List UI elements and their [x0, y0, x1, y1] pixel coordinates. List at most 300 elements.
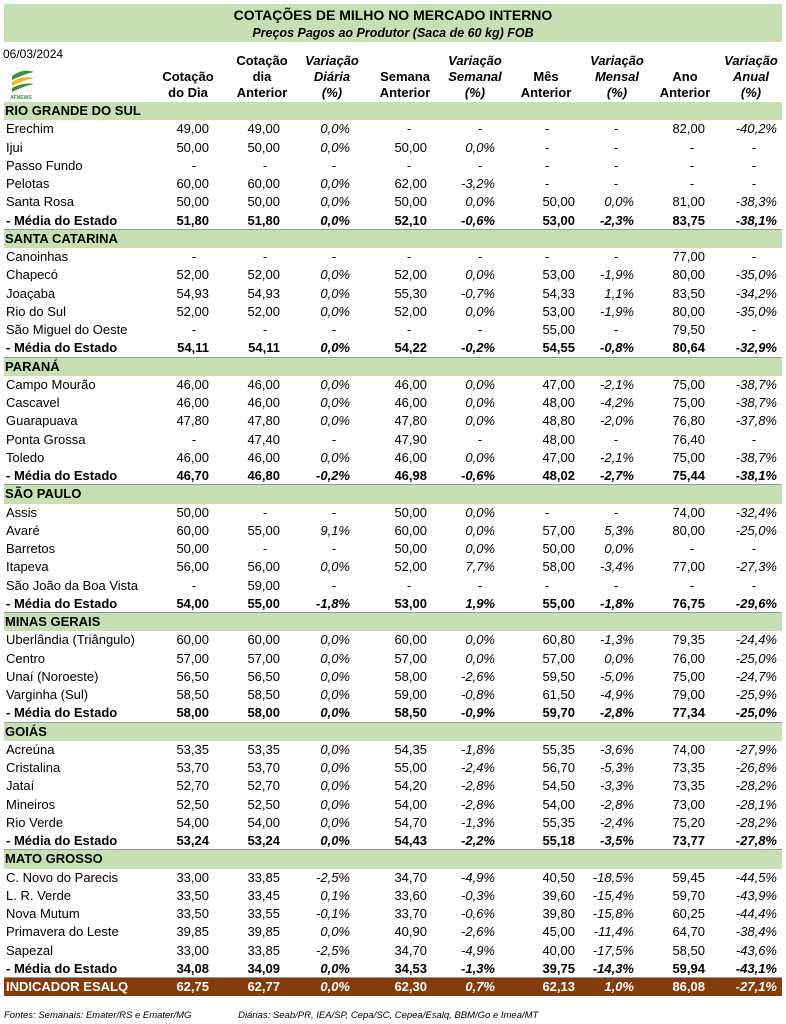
table-row	[4, 266, 782, 284]
quotes-table	[4, 102, 782, 996]
cell-col-1: -	[191, 157, 197, 173]
cell-col-3: -0,1%	[316, 906, 350, 921]
table-row	[4, 869, 782, 887]
cell-col-2: 34,09	[247, 960, 280, 976]
cell-col-5: -	[477, 249, 483, 264]
cell-col-2: 54,93	[247, 285, 280, 301]
row-label: L. R. Verde	[6, 887, 72, 903]
cell-col-5: 0,0%	[465, 139, 495, 155]
cell-col-9: -27,3%	[735, 559, 777, 575]
cell-col-2: 52,70	[247, 778, 280, 794]
cell-col-4: -	[406, 249, 412, 264]
cell-col-2: 55,00	[247, 522, 280, 538]
cell-col-9: -25,0%	[735, 650, 777, 666]
cell-col-8: 86,08	[672, 979, 705, 994]
cell-col-6: 48,02	[542, 468, 575, 483]
cell-col-5: 0,0%	[465, 267, 495, 283]
header-mes-anterior: Mês Anterior	[520, 69, 572, 100]
cell-col-2: 52,00	[247, 303, 280, 319]
cell-col-9: -38,7%	[735, 376, 777, 392]
cell-col-5: -2,6%	[461, 924, 495, 940]
cell-col-1: 52,70	[176, 778, 209, 794]
cell-col-1: 54,00	[176, 814, 209, 830]
cell-col-4: 52,10	[394, 212, 427, 228]
cell-col-6: 58,00	[542, 559, 575, 575]
row-label: Pelotas	[6, 176, 50, 191]
cell-col-3: 0,0%	[320, 194, 350, 210]
cell-col-9: -35,0%	[735, 267, 777, 283]
table-row	[4, 175, 782, 193]
row-label: Canoinhas	[6, 249, 69, 264]
cell-col-6: 48,00	[542, 431, 575, 447]
cell-col-8: 59,94	[672, 960, 705, 976]
cell-col-2: 49,00	[247, 121, 280, 137]
cell-col-4: 60,00	[394, 522, 427, 538]
cell-col-5: 0,7%	[465, 979, 495, 994]
row-label: Joaçaba	[6, 285, 56, 301]
cell-col-9: -28,2%	[735, 814, 777, 830]
cell-col-7: -3,5%	[600, 833, 634, 848]
cell-col-7: -1,9%	[600, 303, 634, 319]
table-row	[4, 139, 782, 157]
footer-sources	[4, 1010, 582, 1021]
section-header	[4, 613, 782, 631]
cell-col-3: 0,0%	[320, 760, 350, 775]
cell-col-5: -2,4%	[461, 760, 495, 775]
cell-col-9: -38,1%	[735, 468, 777, 483]
cell-col-4: 46,00	[394, 395, 427, 410]
cell-col-2: 55,00	[247, 595, 280, 611]
cell-col-3: 0,0%	[320, 924, 350, 940]
cell-col-2: 46,00	[247, 376, 280, 392]
cell-col-5: 0,0%	[465, 449, 495, 465]
cell-col-4: 40,90	[394, 924, 427, 940]
row-label: São Miguel do Oeste	[6, 322, 128, 337]
cell-col-6: 53,00	[542, 303, 575, 319]
cell-col-3: -	[331, 504, 337, 520]
cell-col-2: 39,85	[247, 924, 280, 940]
cell-col-7: -11,4%	[593, 924, 634, 940]
cell-col-9: -44,4%	[735, 906, 777, 921]
cell-col-2: 58,00	[247, 705, 280, 721]
section-header	[4, 358, 782, 376]
cell-col-9: -44,5%	[735, 869, 777, 885]
cell-col-5: -0,9%	[461, 705, 495, 721]
cell-col-4: 54,22	[394, 340, 427, 356]
cell-col-1: 50,00	[176, 139, 209, 155]
cell-col-2: 56,00	[247, 559, 280, 575]
cell-col-7: -4,2%	[600, 395, 634, 410]
cell-col-2: 57,00	[247, 650, 280, 666]
section-name: SANTA CATARINA	[5, 230, 118, 246]
row-label: Avaré	[6, 522, 40, 538]
header-variacao-diaria: Variação Diária (%)	[305, 53, 359, 100]
cell-col-7: -17,5%	[592, 942, 634, 958]
cell-col-8: -	[689, 157, 695, 173]
cell-col-9: -32,9%	[735, 340, 777, 356]
cell-col-6: 40,50	[542, 869, 575, 885]
cell-col-2: -	[262, 322, 268, 337]
cell-col-4: 62,30	[394, 979, 427, 994]
cell-col-5: -2,8%	[461, 796, 495, 812]
table-row	[4, 504, 782, 522]
cell-col-1: 56,50	[176, 668, 209, 684]
cell-col-4: 54,20	[394, 778, 427, 794]
cell-col-3: 0,0%	[320, 650, 350, 666]
cell-col-4: 34,70	[394, 942, 427, 958]
cell-col-4: 52,00	[394, 267, 427, 283]
cell-col-5: -	[477, 121, 483, 137]
cell-col-7: -	[613, 121, 619, 137]
cell-col-2: 50,00	[247, 139, 280, 155]
cell-col-8: 75,00	[672, 376, 705, 392]
cell-col-2: 54,11	[248, 340, 280, 356]
logo-icon	[8, 66, 38, 100]
section-name: MINAS GERAIS	[5, 614, 101, 629]
state-average-row	[4, 212, 782, 230]
cell-col-3: -	[331, 541, 337, 556]
cell-col-8: 77,00	[672, 249, 705, 264]
table-row	[4, 303, 782, 321]
table-row	[4, 887, 782, 905]
cell-col-5: -	[477, 322, 483, 337]
cell-col-5: -0,8%	[461, 687, 495, 702]
cell-col-4: 54,43	[394, 833, 427, 848]
svg-text:AFNEWS: AFNEWS	[10, 95, 32, 100]
cell-col-2: 47,40	[247, 431, 280, 447]
report-date: 06/03/2024	[3, 47, 64, 61]
cell-col-4: 33,70	[394, 906, 427, 921]
section-name: GOIÁS	[5, 723, 47, 739]
cell-col-2: 54,00	[247, 814, 280, 830]
row-label: Rio Verde	[6, 814, 64, 830]
cell-col-6: -	[544, 577, 550, 593]
row-label: Passo Fundo	[6, 157, 83, 173]
cell-col-1: 46,00	[176, 395, 209, 410]
cell-col-3: -	[331, 322, 337, 337]
row-label: Chapecó	[6, 267, 59, 283]
cell-col-9: -26,8%	[735, 760, 777, 775]
cell-col-1: 34,08	[176, 960, 209, 976]
cell-col-6: 54,33	[542, 285, 575, 301]
cell-col-3: 0,0%	[320, 285, 350, 301]
cell-col-9: -	[751, 431, 757, 447]
cell-col-6: 55,00	[542, 595, 575, 611]
cell-col-8: 75,44	[672, 468, 705, 483]
row-label: Santa Rosa	[6, 194, 74, 210]
cell-col-1: 52,00	[176, 303, 209, 319]
cell-col-9: -	[751, 157, 757, 173]
cell-col-2: 59,00	[247, 577, 280, 593]
table-row	[4, 814, 782, 832]
cell-col-1: -	[191, 577, 197, 593]
table-row	[4, 558, 782, 576]
cell-col-4: 52,00	[394, 303, 427, 319]
cell-col-2: 46,80	[247, 468, 280, 483]
cell-col-9: -25,9%	[735, 687, 777, 702]
cell-col-1: 53,24	[176, 833, 209, 848]
cell-col-5: -0,6%	[461, 468, 495, 483]
row-label: - Média do Estado	[6, 212, 118, 228]
state-average-row	[4, 595, 782, 613]
cell-col-1: 50,00	[176, 504, 209, 520]
table-row	[4, 321, 782, 339]
cell-col-5: -1,8%	[461, 741, 495, 757]
cell-col-7: -1,9%	[600, 267, 634, 283]
cell-col-1: 57,00	[176, 650, 209, 666]
cell-col-1: -	[191, 249, 197, 264]
row-label: C. Novo do Parecis	[6, 869, 118, 885]
row-label: Acreúna	[6, 741, 55, 757]
cell-col-6: 54,00	[542, 796, 575, 812]
cell-col-4: 50,00	[394, 194, 427, 210]
cell-col-9: -38,1%	[735, 212, 777, 228]
section-header	[4, 230, 782, 248]
cell-col-7: -	[613, 157, 619, 173]
cell-col-3: 0,0%	[320, 303, 350, 319]
cell-col-5: 0,0%	[465, 504, 495, 520]
cell-col-9: -38,7%	[735, 449, 777, 465]
cell-col-4: 46,98	[394, 468, 427, 483]
cell-col-3: 0,0%	[320, 632, 350, 648]
cell-col-4: 59,00	[394, 687, 427, 702]
cell-col-3: 0,0%	[320, 176, 350, 191]
table-row	[4, 522, 782, 540]
cell-col-7: -15,8%	[592, 906, 634, 921]
cell-col-6: 54,50	[542, 778, 575, 794]
cell-col-4: 54,70	[394, 814, 427, 830]
cell-col-9: -38,4%	[735, 924, 777, 940]
table-row	[4, 431, 782, 449]
section-header	[4, 723, 782, 741]
header-cotacao-dia: Cotação do Dia	[162, 69, 214, 100]
indicator-esalq-row	[4, 978, 782, 996]
cell-col-8: 73,35	[672, 760, 705, 775]
cell-col-9: -	[751, 577, 757, 593]
cell-col-9: -43,1%	[735, 960, 777, 976]
cell-col-7: -3,6%	[600, 741, 634, 757]
cell-col-2: 60,00	[247, 632, 280, 648]
cell-col-3: 0,0%	[320, 449, 350, 465]
cell-col-8: 77,00	[672, 559, 705, 575]
cell-col-5: 7,7%	[465, 559, 495, 575]
row-label: Jataí	[6, 778, 35, 794]
cell-col-1: 46,00	[176, 376, 209, 392]
cell-col-5: -0,7%	[461, 285, 495, 301]
table-row	[4, 923, 782, 941]
cell-col-9: -32,4%	[735, 504, 777, 520]
row-label: Ponta Grossa	[6, 431, 86, 447]
title-banner	[4, 4, 782, 42]
cell-col-8: 82,00	[672, 121, 705, 137]
cell-col-5: -4,9%	[461, 942, 495, 958]
row-label: Itapeva	[6, 559, 49, 575]
page-title: COTAÇÕES DE MILHO NO MERCADO INTERNO	[233, 7, 553, 23]
row-label: - Média do Estado	[6, 705, 118, 721]
cell-col-9: -	[751, 541, 757, 556]
cell-col-7: -4,9%	[600, 687, 634, 702]
cell-col-1: -	[191, 322, 197, 337]
cell-col-3: 0,0%	[320, 395, 350, 410]
cell-col-4: -	[406, 121, 412, 137]
cell-col-4: -	[406, 157, 412, 173]
cell-col-9: -	[751, 176, 757, 191]
cell-col-2: -	[262, 249, 268, 264]
cell-col-9: -34,2%	[735, 285, 777, 301]
cell-col-5: -0,3%	[461, 887, 495, 903]
cell-col-4: 34,53	[394, 960, 427, 976]
cell-col-8: -	[689, 139, 695, 155]
table-row	[4, 650, 782, 668]
cell-col-5: -	[477, 431, 483, 447]
cell-col-7: -	[613, 577, 619, 593]
cell-col-2: 33,55	[247, 906, 280, 921]
cell-col-9: -25,0%	[735, 705, 777, 721]
row-label: - Média do Estado	[6, 833, 118, 848]
cell-col-7: -14,3%	[592, 960, 634, 976]
cell-col-8: 75,00	[672, 395, 705, 410]
cell-col-7: -1,8%	[600, 595, 634, 611]
cell-col-2: 33,45	[247, 887, 280, 903]
cell-col-3: 0,0%	[320, 267, 350, 283]
state-average-row	[4, 960, 782, 978]
table-row	[4, 942, 782, 960]
cell-col-6: 47,00	[542, 449, 575, 465]
footer-sources-daily: Diárias: Seab/PR, IEA/SP, Cepa/SC, Cepea/Esalq, BBM/Go e Imea/MT	[238, 1010, 539, 1021]
cell-col-8: 83,50	[672, 285, 705, 301]
cell-col-1: 33,00	[176, 942, 209, 958]
cell-col-8: 75,00	[672, 668, 705, 684]
cell-col-1: 52,00	[176, 267, 209, 283]
cell-col-4: 33,60	[394, 887, 427, 903]
row-label: - Média do Estado	[6, 468, 118, 483]
cell-col-6: -	[544, 176, 550, 191]
cell-col-6: 55,00	[542, 322, 575, 337]
cell-col-5: -	[477, 157, 483, 173]
cell-col-1: 53,35	[176, 741, 209, 757]
cell-col-2: 60,00	[247, 176, 280, 191]
table-row	[4, 285, 782, 303]
cell-col-8: 80,64	[672, 340, 705, 356]
cell-col-5: 0,0%	[465, 303, 495, 319]
cell-col-1: 33,00	[176, 869, 209, 885]
section-name: MATO GROSSO	[5, 851, 103, 867]
cell-col-4: 54,00	[394, 796, 427, 812]
cell-col-4: 55,00	[394, 760, 427, 775]
cell-col-4: 47,90	[394, 431, 427, 447]
cell-col-5: -1,3%	[461, 814, 495, 830]
section-name: SÃO PAULO	[5, 486, 82, 502]
cell-col-6: 40,00	[542, 942, 575, 958]
table-row	[4, 796, 782, 814]
cell-col-4: -	[406, 577, 412, 593]
cell-col-4: 53,00	[394, 595, 427, 611]
cell-col-3: 0,0%	[320, 705, 350, 721]
row-label: Varginha (Sul)	[6, 687, 89, 702]
cell-col-3: 0,0%	[320, 979, 350, 994]
cell-col-6: 55,18	[542, 833, 575, 848]
cell-col-4: 60,00	[394, 632, 427, 648]
cell-col-7: -1,3%	[600, 632, 634, 648]
cell-col-4: 58,00	[394, 668, 427, 684]
cell-col-7: -5,3%	[600, 760, 634, 775]
cell-col-6: -	[544, 249, 550, 264]
cell-col-6: -	[544, 139, 550, 155]
cell-col-6: 54,55	[542, 340, 575, 356]
cell-col-7: -	[613, 322, 619, 337]
cell-col-2: 53,70	[247, 760, 280, 775]
row-label: Campo Mourão	[6, 376, 96, 392]
cell-col-6: 53,00	[542, 267, 575, 283]
row-label: - Média do Estado	[6, 595, 118, 611]
cell-col-1: 33,50	[176, 887, 209, 903]
header-cotacao-anterior: Cotação dia Anterior	[236, 53, 288, 100]
cell-col-7: -2,1%	[600, 376, 634, 392]
cell-col-5: -2,8%	[461, 778, 495, 794]
cell-col-5: 0,0%	[465, 376, 495, 392]
cell-col-3: -1,8%	[316, 595, 350, 611]
cell-col-6: 57,00	[542, 650, 575, 666]
cell-col-8: 64,70	[672, 924, 705, 940]
cell-col-8: 73,00	[672, 796, 705, 812]
cell-col-8: 76,40	[672, 431, 705, 447]
cell-col-8: -	[689, 541, 695, 556]
table-row	[4, 686, 782, 704]
state-average-row	[4, 832, 782, 850]
cell-col-5: 0,0%	[465, 541, 495, 556]
cell-col-5: -2,6%	[461, 668, 495, 684]
cell-col-6: 59,50	[542, 668, 575, 684]
cell-col-7: -15,4%	[592, 887, 634, 903]
cell-col-2: 50,00	[247, 194, 280, 210]
cell-col-7: 0,0%	[604, 194, 634, 210]
table-row	[4, 193, 782, 211]
cell-col-9: -24,4%	[735, 632, 777, 648]
cell-col-3: 0,0%	[320, 833, 350, 848]
cell-col-8: 79,35	[672, 632, 705, 648]
cell-col-8: 79,50	[672, 322, 705, 337]
cell-col-5: -2,2%	[461, 833, 495, 848]
cell-col-4: -	[406, 322, 412, 337]
cell-col-1: 60,00	[176, 176, 209, 191]
cell-col-8: 79,00	[672, 687, 705, 702]
cell-col-9: -28,2%	[735, 778, 777, 794]
cell-col-4: 52,00	[394, 559, 427, 575]
cell-col-6: 55,35	[542, 814, 575, 830]
cell-col-2: 58,50	[247, 687, 280, 702]
cell-col-2: 53,35	[247, 741, 280, 757]
cell-col-8: 80,00	[672, 303, 705, 319]
cell-col-6: 48,00	[542, 395, 575, 410]
section-name: PARANÁ	[5, 358, 60, 374]
cell-col-1: 50,00	[176, 541, 209, 556]
cell-col-1: 47,80	[176, 413, 209, 429]
cell-col-6: 48,80	[542, 413, 575, 429]
cell-col-3: -	[331, 577, 337, 593]
cell-col-5: -3,2%	[461, 176, 495, 191]
cell-col-4: 46,00	[394, 376, 427, 392]
cell-col-3: -	[331, 157, 337, 173]
cell-col-7: -3,3%	[600, 778, 634, 794]
section-header	[4, 850, 782, 868]
cell-col-7: -	[613, 176, 619, 191]
cell-col-3: 0,0%	[320, 559, 350, 575]
table-row	[4, 905, 782, 923]
row-label: - Média do Estado	[6, 340, 118, 356]
cell-col-9: -35,0%	[735, 303, 777, 319]
table-row	[4, 449, 782, 467]
cell-col-3: 0,0%	[320, 413, 350, 429]
